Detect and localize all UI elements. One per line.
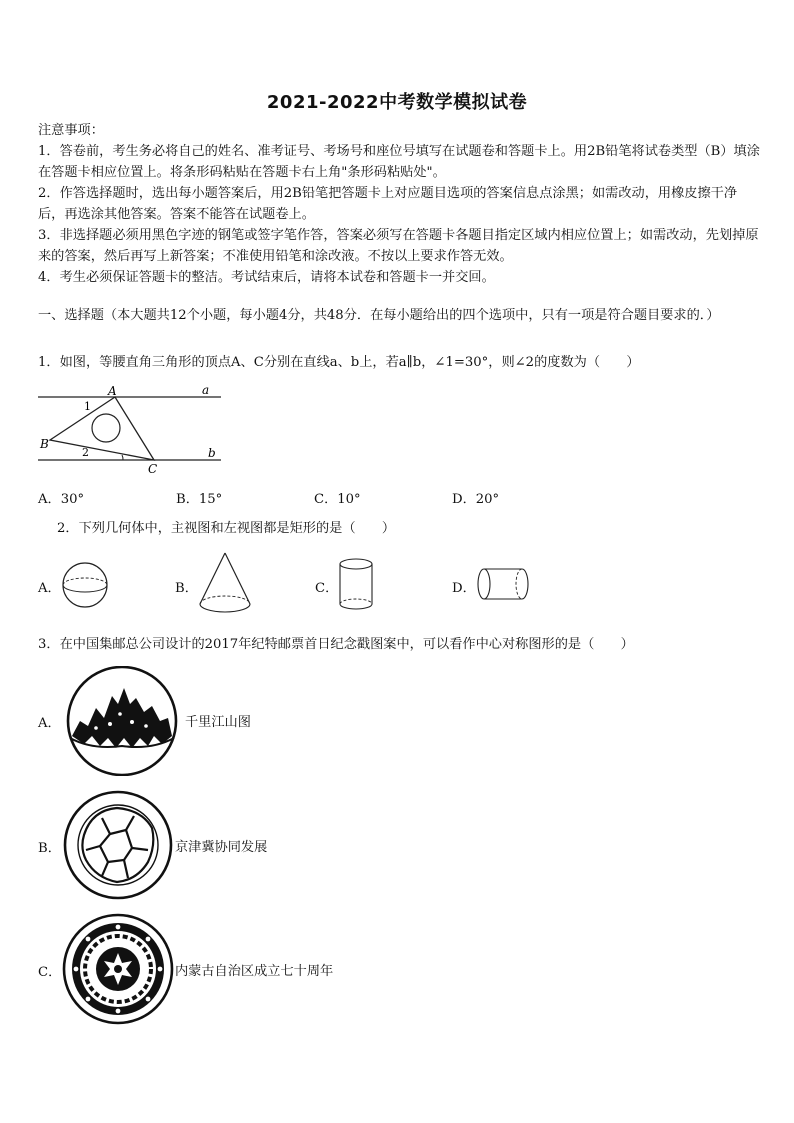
q2-option-c[interactable]: C． (315, 581, 339, 596)
notes-item: 4．考生必须保证答题卡的整洁。考试结束后，请将本试卷和答题卡一并交回。 (38, 270, 495, 285)
q3-option-c-letter[interactable]: C． (38, 965, 62, 980)
label-angle-1: 1 (84, 400, 91, 413)
q2-option-d[interactable]: D． (452, 581, 476, 596)
q1-option-a[interactable]: A．30° (38, 492, 85, 507)
label-C: C (148, 462, 158, 475)
q1-triangle-figure (36, 380, 226, 475)
q2-stem: 2．下列几何体中，主视图和左视图都是矩形的是（ ） (57, 521, 396, 536)
q1-option-c[interactable]: C．10° (314, 492, 361, 507)
q1-option-d[interactable]: D．20° (452, 492, 500, 507)
lying-cylinder-icon (474, 566, 534, 604)
label-a: a (202, 383, 210, 397)
notes-item: 3．非选择题必须用黑色字迹的钢笔或签字笔作答，答案必须写在答题卡各题目指定区域内相应位置上；如需改动，先划掉原来的答案，然后再写上新答案；不准使用铅笔和涂改液。不按以上要求作答无效。 (38, 228, 759, 264)
q3-option-a-letter[interactable]: A． (38, 716, 61, 731)
q3-option-c-caption: 内蒙古自治区成立七十周年 (175, 964, 334, 979)
q2-option-b[interactable]: B． (175, 581, 198, 596)
q1-stem: 1．如图，等腰直角三角形的顶点A、C分别在直线a、b上，若a∥b，∠1=30°，则∠2的度数为（ ） (38, 355, 640, 370)
q3-option-a-caption: 千里江山图 (185, 715, 251, 730)
stamp-jingjinji-icon[interactable] (62, 790, 174, 900)
stamp-qianli-jiangshan-icon[interactable] (62, 666, 182, 776)
q3-option-b-letter[interactable]: B． (38, 841, 61, 856)
q2-option-a[interactable]: A． (38, 581, 61, 596)
section-text: 一、选择题（本大题共12个小题，每小题4分，共48分．在每小题给出的四个选项中，只有一项是符合题目要求的．） (38, 308, 720, 323)
label-A: A (108, 384, 117, 398)
q3-stem: 3．在中国集邮总公司设计的2017年纪特邮票首日纪念戳图案中，可以看作中心对称图形的是（ ） (38, 637, 634, 652)
sphere-icon (60, 560, 112, 612)
label-b: b (208, 446, 216, 460)
notes-block (38, 120, 760, 288)
notes-item: 1．答卷前，考生务必将自己的姓名、准考证号、考场号和座位号填写在试题卷和答题卡上。用2B铅笔将试卷类型（B）填涂在答题卡相应位置上。将条形码粘贴在答题卡右上角"条形码粘贴处"。 (38, 144, 760, 180)
label-angle-2: 2 (82, 446, 89, 459)
label-B: B (40, 437, 49, 451)
q1-option-b[interactable]: B．15° (176, 492, 223, 507)
page-title: 2021-2022中考数学模拟试卷 (266, 92, 528, 113)
cone-icon (196, 550, 254, 616)
notes-item: 2．作答选择题时，选出每小题答案后，用2B铅笔把答题卡上对应题目选项的答案信息点涂黑；如需改动，用橡皮擦干净后，再选涂其他答案。答案不能答在试题卷上。 (38, 186, 738, 222)
upright-cylinder-icon (336, 556, 376, 614)
stamp-neimenggu-icon[interactable] (62, 913, 174, 1025)
notes-heading: 注意事项： (38, 123, 104, 138)
triangle-abc (50, 397, 154, 460)
angle-arc (122, 455, 123, 460)
q3-option-b-caption: 京津冀协同发展 (175, 840, 268, 855)
section-heading (38, 305, 760, 326)
inscribed-circle (92, 414, 120, 442)
